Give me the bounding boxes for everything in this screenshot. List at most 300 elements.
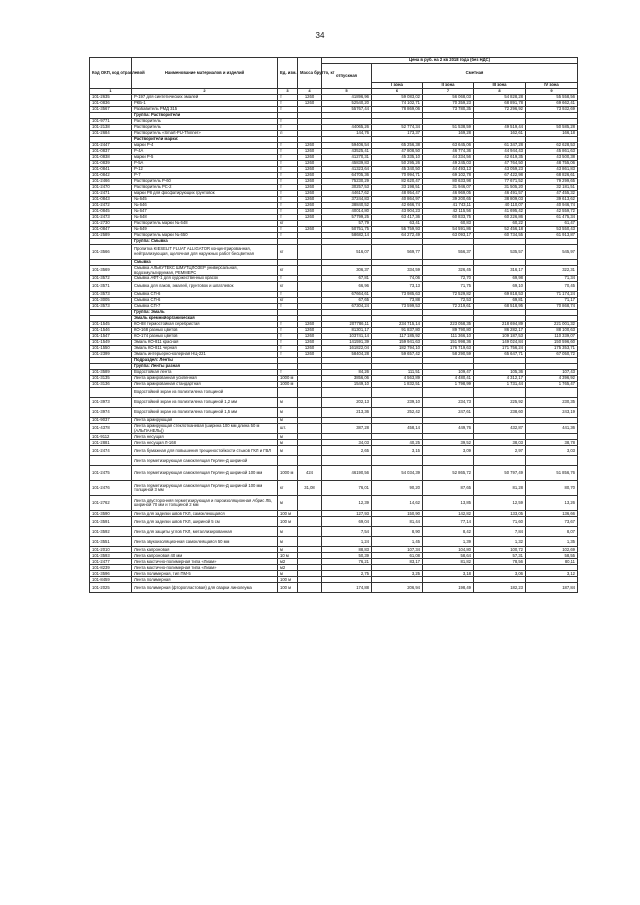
name-cell: Лента армирующая стеклотканевая (ширина 100 мм длина 50 м (АЛЬПАНЕЛЬ)) bbox=[132, 424, 278, 434]
name-cell: Лента армированная усиленная bbox=[132, 376, 278, 382]
code-cell: 101-1550 bbox=[90, 346, 132, 352]
price-release-cell: 127,93 bbox=[322, 511, 372, 517]
mass-cell: 1260 bbox=[298, 215, 322, 221]
code-cell: 101-0842 bbox=[90, 173, 132, 179]
price-zone2-cell: 1 798,99 bbox=[423, 382, 474, 388]
name-cell: Смывка СП-6 bbox=[132, 292, 278, 298]
code-cell: 101-2589 bbox=[90, 233, 132, 239]
price-zone3-cell: 69,98 bbox=[474, 276, 526, 282]
price-zone3-cell: 2,97 bbox=[474, 446, 526, 456]
unit-cell: м bbox=[278, 446, 298, 456]
code-cell: 101-3974 bbox=[90, 408, 132, 418]
index-cell: 3 bbox=[278, 89, 298, 95]
price-zone2-cell: 71,75 bbox=[423, 282, 474, 292]
price-zone1-cell: 8,90 bbox=[372, 527, 423, 537]
price-zone4-cell: 79 299,65 bbox=[526, 179, 578, 185]
price-zone1-cell: 59 657,42 bbox=[372, 352, 423, 358]
unit-cell: т bbox=[278, 370, 298, 376]
price-release-cell bbox=[322, 456, 372, 466]
name-cell: Лента герметизирующая самоклеящая Герлен-Д шириной 100 мм толщиной 3 мм bbox=[132, 481, 278, 496]
price-zone1-cell: 90,20 bbox=[372, 481, 423, 496]
name-cell: Растворитель «Smart-PU-Thinner» bbox=[132, 131, 278, 137]
unit-cell: т bbox=[278, 322, 298, 328]
price-zone2-cell: 80 633,98 bbox=[423, 179, 474, 185]
code-cell bbox=[90, 456, 132, 466]
index-cell: 5 bbox=[322, 89, 372, 95]
price-zone2-cell: 31 946,07 bbox=[423, 185, 474, 191]
unit-cell: т bbox=[278, 197, 298, 203]
unit-cell: т bbox=[278, 292, 298, 298]
table-row bbox=[90, 496, 578, 511]
price-zone4-cell bbox=[526, 456, 578, 466]
price-zone1-cell: 1 832,51 bbox=[372, 382, 423, 388]
name-cell: № 649 bbox=[132, 227, 278, 233]
unit-cell: м bbox=[278, 398, 298, 408]
price-zone4-cell: 243,19 bbox=[526, 408, 578, 418]
price-release-cell: 84,26 bbox=[322, 370, 372, 376]
name-cell: Лента двусторонняя герметизирующая и пароизоляционная Абрис ЛБ, шириной 70 мм и толщиной 2 мм bbox=[132, 496, 278, 511]
price-zone1-cell: 78 869,06 bbox=[372, 107, 423, 113]
code-cell: 101-2399 bbox=[90, 352, 132, 358]
price-zone1-cell: 111,51 bbox=[372, 370, 423, 376]
price-zone3-cell: 31 505,20 bbox=[474, 185, 526, 191]
price-zone1-cell: 74 102,71 bbox=[372, 101, 423, 107]
price-zone1-cell: 73,88 bbox=[372, 298, 423, 304]
unit-cell: т bbox=[278, 161, 298, 167]
price-zone2-cell: 326,45 bbox=[423, 266, 474, 276]
name-cell: Эмаль интерьерно-колерная НЦ-221 bbox=[132, 352, 278, 358]
unit-cell: т bbox=[278, 304, 298, 310]
price-zone2-cell: 234,73 bbox=[423, 398, 474, 408]
price-release-cell: 58682,14 bbox=[322, 233, 372, 239]
price-release-cell: 44617,62 bbox=[322, 191, 372, 197]
index-cell: 7 bbox=[423, 89, 474, 95]
unit-cell: т bbox=[278, 167, 298, 173]
price-zone2-cell: 60 833,75 bbox=[423, 215, 474, 221]
price-zone3-cell: 42 619,35 bbox=[474, 155, 526, 161]
price-release-cell: 38840,52 bbox=[322, 203, 372, 209]
price-release-cell: 2,75 bbox=[322, 571, 372, 577]
price-zone1-cell: 55 759,93 bbox=[372, 227, 423, 233]
price-zone3-cell: 50 797,49 bbox=[474, 466, 526, 481]
unit-cell: м bbox=[278, 440, 298, 446]
mass-cell: 424 bbox=[298, 466, 322, 481]
price-release-cell: 41323,64 bbox=[322, 167, 372, 173]
price-zone4-cell: 50 585,28 bbox=[526, 125, 578, 131]
price-zone1-cell bbox=[372, 456, 423, 466]
price-zone4-cell: 166,18 bbox=[526, 131, 578, 137]
header-code: Код ОКП, код отраслевой bbox=[90, 58, 132, 89]
name-cell: Растворитель марки № 650 bbox=[132, 233, 278, 239]
table-row bbox=[90, 446, 578, 456]
price-zone3-cell: 86 282,17 bbox=[474, 328, 526, 334]
price-zone2-cell: 49 245,03 bbox=[423, 161, 474, 167]
price-release-cell: 64705,36 bbox=[322, 173, 372, 179]
price-zone4-cell: 80,11 bbox=[526, 559, 578, 565]
price-zone2-cell: 72,53 bbox=[423, 298, 474, 304]
unit-cell: т bbox=[278, 346, 298, 352]
price-zone3-cell: 77 671,52 bbox=[474, 179, 526, 185]
unit-cell: т bbox=[278, 119, 298, 125]
price-zone3-cell: 67 422,98 bbox=[474, 173, 526, 179]
unit-cell: 1000 м bbox=[278, 382, 298, 388]
price-zone4-cell: 110 339,07 bbox=[526, 334, 578, 340]
price-zone4-cell: 150 596,60 bbox=[526, 340, 578, 346]
price-zone2-cell: 111 366,10 bbox=[423, 334, 474, 340]
price-zone4-cell: 69 662,41 bbox=[526, 101, 578, 107]
price-zone4-cell: 43 500,38 bbox=[526, 155, 578, 161]
price-release-cell: 45839,83 bbox=[322, 161, 372, 167]
price-zone2-cell: 449,76 bbox=[423, 424, 474, 434]
price-zone3-cell: 38 809,03 bbox=[474, 197, 526, 203]
mass-cell bbox=[298, 388, 322, 398]
price-zone4-cell: 45 861,63 bbox=[526, 149, 578, 155]
price-zone4-cell: 67 050,72 bbox=[526, 352, 578, 358]
price-zone2-cell: 44 334,56 bbox=[423, 155, 474, 161]
price-release-cell: 76,01 bbox=[322, 481, 372, 496]
price-zone2-cell bbox=[423, 456, 474, 466]
unit-cell: 100 м bbox=[278, 583, 298, 593]
mass-cell bbox=[298, 424, 322, 434]
unit-cell: т bbox=[278, 227, 298, 233]
price-zone4-cell: 47 455,32 bbox=[526, 191, 578, 197]
price-zone3-cell: 149 024,84 bbox=[474, 340, 526, 346]
price-zone3-cell: 40 110,07 bbox=[474, 203, 526, 209]
name-cell: Водостойкий экран из полиэтилена толщиной 1,5 мм bbox=[132, 408, 278, 418]
price-zone3-cell bbox=[474, 388, 526, 398]
price-zone2-cell: 51 538,59 bbox=[423, 125, 474, 131]
group-title: Группа: Смывка bbox=[132, 239, 278, 245]
price-zone2-cell bbox=[423, 388, 474, 398]
price-zone2-cell: 46 969,05 bbox=[423, 191, 474, 197]
price-release-cell: 41896,96 bbox=[322, 95, 372, 101]
price-zone1-cell: 159 941,63 bbox=[372, 340, 423, 346]
index-cell: 9 bbox=[526, 89, 578, 95]
price-zone1-cell: 73 985,63 bbox=[372, 292, 423, 298]
name-cell: Растворитель РС-2 bbox=[132, 185, 278, 191]
price-zone4-cell: 61 913,87 bbox=[526, 233, 578, 239]
code-cell bbox=[90, 388, 132, 398]
price-zone3-cell: 218 694,89 bbox=[474, 322, 526, 328]
price-zone4-cell: 58,55 bbox=[526, 553, 578, 559]
price-zone1-cell: 234 715,14 bbox=[372, 322, 423, 328]
price-release-cell: 67304,24 bbox=[322, 304, 372, 310]
price-release-cell: 88,83 bbox=[322, 547, 372, 553]
price-zone3-cell: 57,31 bbox=[474, 553, 526, 559]
price-zone1-cell: 173,37 bbox=[372, 131, 423, 137]
price-zone4-cell: 71,17 bbox=[526, 298, 578, 304]
price-zone1-cell: 74,06 bbox=[372, 276, 423, 282]
price-zone4-cell: 136,66 bbox=[526, 511, 578, 517]
price-zone4-cell: 73,67 bbox=[526, 517, 578, 527]
code-cell: 101-2730 bbox=[90, 221, 132, 227]
price-release-cell: 103741,14 bbox=[322, 334, 372, 340]
name-cell: № 645 bbox=[132, 197, 278, 203]
code-cell: 101-2138 bbox=[90, 125, 132, 131]
name-cell: Лента капроновая 40 мм bbox=[132, 553, 278, 559]
price-zone4-cell: 43 861,83 bbox=[526, 167, 578, 173]
price-release-cell: 34,03 bbox=[322, 440, 372, 446]
name-cell: Лента для заделки швов ГКЛ, самоклеющаяся bbox=[132, 511, 278, 517]
price-zone1-cell: 47 808,50 bbox=[372, 149, 423, 155]
price-zone4-cell: 73 932,69 bbox=[526, 107, 578, 113]
price-release-cell: 202,13 bbox=[322, 398, 372, 408]
price-zone3-cell: 69 818,53 bbox=[474, 292, 526, 298]
code-cell: 101-2477 bbox=[90, 559, 132, 565]
price-zone2-cell: 223 058,35 bbox=[423, 322, 474, 328]
unit-cell: т bbox=[278, 143, 298, 149]
header-price-group: Цена в руб. на 2 кв 2018 года (без НДС) bbox=[322, 58, 578, 64]
code-cell: 101-3572 bbox=[90, 276, 132, 282]
price-zone1-cell: 45 340,50 bbox=[372, 167, 423, 173]
code-cell: 101-2881 bbox=[90, 440, 132, 446]
price-zone1-cell: 569,77 bbox=[372, 245, 423, 260]
price-zone4-cell: 32 181,51 bbox=[526, 185, 578, 191]
price-zone4-cell: 71,34 bbox=[526, 276, 578, 282]
price-zone2-cell: 42 115,56 bbox=[423, 209, 474, 215]
name-cell: № 648 bbox=[132, 215, 278, 221]
name-cell: Р-197 для синтетических эмалей bbox=[132, 95, 278, 101]
price-release-cell: 12,39 bbox=[322, 496, 372, 511]
unit-cell: т bbox=[278, 209, 298, 215]
price-zone4-cell: 8,07 bbox=[526, 527, 578, 537]
mass-cell bbox=[298, 398, 322, 408]
price-release-cell: 7,54 bbox=[322, 527, 372, 537]
unit-cell: 1000 м bbox=[278, 376, 298, 382]
code-cell: 101-2684 bbox=[90, 131, 132, 137]
price-release-cell: 58404,28 bbox=[322, 352, 372, 358]
price-zone2-cell: 72 219,61 bbox=[423, 304, 474, 310]
group-title: Смывка bbox=[132, 260, 278, 266]
code-cell: 101-9037 bbox=[90, 418, 132, 424]
name-cell: Лента герметизирующая самоклеящая Герлен-Д шириной bbox=[132, 456, 278, 466]
price-zone3-cell: 69,81 bbox=[474, 298, 526, 304]
price-release-cell: 174,88 bbox=[322, 583, 372, 593]
price-release-cell bbox=[322, 388, 372, 398]
unit-cell: 100 м bbox=[278, 511, 298, 517]
price-release-cell: 57,79 bbox=[322, 221, 372, 227]
price-zone2-cell: 89 790,80 bbox=[423, 328, 474, 334]
price-release-cell: 57799,25 bbox=[322, 215, 372, 221]
mass-cell: 1260 bbox=[298, 322, 322, 328]
name-cell: Смывка СП-6 bbox=[132, 298, 278, 304]
price-zone1-cell: 3,15 bbox=[372, 446, 423, 456]
price-zone3-cell: 60,22 bbox=[474, 221, 526, 227]
code-cell: 101-3592 bbox=[90, 527, 132, 537]
price-zone2-cell: 60,83 bbox=[423, 221, 474, 227]
table-row bbox=[90, 388, 578, 398]
price-zone3-cell: 60 734,55 bbox=[474, 233, 526, 239]
table-row bbox=[90, 537, 578, 547]
price-zone4-cell: 62 628,53 bbox=[526, 143, 578, 149]
table-row bbox=[90, 517, 578, 527]
price-zone3-cell: 44 944,43 bbox=[474, 149, 526, 155]
mass-cell: 1260 bbox=[298, 352, 322, 358]
price-release-cell: 66,96 bbox=[322, 282, 372, 292]
price-zone3-cell: 225,92 bbox=[474, 398, 526, 408]
price-zone1-cell: 14,62 bbox=[372, 496, 423, 511]
price-zone1-cell: 59 083,02 bbox=[372, 95, 423, 101]
price-zone3-cell: 535,57 bbox=[474, 245, 526, 260]
name-cell: Лента полимерная (фторопластовая) для сварки линолеума bbox=[132, 583, 278, 593]
mass-cell bbox=[298, 537, 322, 547]
header-release: отпускная bbox=[322, 64, 372, 89]
price-zone1-cell: 91 837,80 bbox=[372, 328, 423, 334]
price-zone2-cell: 44 493,13 bbox=[423, 167, 474, 173]
index-cell: 4 bbox=[298, 89, 322, 95]
table-row bbox=[90, 466, 578, 481]
price-release-cell: 67664,61 bbox=[322, 292, 372, 298]
price-release-cell: 67,81 bbox=[322, 276, 372, 282]
price-zone3-cell: 4 312,17 bbox=[474, 376, 526, 382]
code-cell: 101-0847 bbox=[90, 227, 132, 233]
price-zone4-cell: 175 353,71 bbox=[526, 346, 578, 352]
unit-cell: м bbox=[278, 537, 298, 547]
price-zone2-cell: 72,70 bbox=[423, 276, 474, 282]
price-zone3-cell: 182,23 bbox=[474, 583, 526, 593]
unit-cell: т bbox=[278, 149, 298, 155]
price-release-cell: 67,65 bbox=[322, 298, 372, 304]
unit-cell: м bbox=[278, 547, 298, 553]
price-zone1-cell: 239,10 bbox=[372, 398, 423, 408]
unit-cell: т bbox=[278, 215, 298, 221]
name-cell: Водостойкий экран из полиэтилена толщиной 1,2 мм bbox=[132, 398, 278, 408]
name-cell: Лента несущая Л-168 bbox=[132, 440, 278, 446]
price-zone4-cell: 545,97 bbox=[526, 245, 578, 260]
unit-cell: т bbox=[278, 185, 298, 191]
name-cell: Водостойкая лента bbox=[132, 370, 278, 376]
price-zone1-cell: 42 666,74 bbox=[372, 203, 423, 209]
price-zone2-cell: 556,37 bbox=[423, 245, 474, 260]
price-zone2-cell: 3,09 bbox=[423, 446, 474, 456]
unit-cell: м bbox=[278, 418, 298, 424]
price-zone3-cell: 109 187,53 bbox=[474, 334, 526, 340]
mass-cell: 1260 bbox=[298, 179, 322, 185]
price-zone4-cell: 55 558,56 bbox=[526, 95, 578, 101]
code-cell: 101-2466 bbox=[90, 179, 132, 185]
mass-cell: 1260 bbox=[298, 340, 322, 346]
table-row bbox=[90, 424, 578, 434]
name-cell: Пропитка KIESELIT FLUAT ALLIGATOR концентрированная, нейтрализующая, щелочная для наружных работ бесцветная bbox=[132, 245, 278, 260]
group-title: Группа: Растворители bbox=[132, 113, 278, 119]
price-zone2-cell: 87,65 bbox=[423, 481, 474, 496]
code-cell: 101-2476 bbox=[90, 481, 132, 496]
mass-cell bbox=[298, 408, 322, 418]
price-zone2-cell: 176 719,63 bbox=[423, 346, 474, 352]
price-zone1-cell: 182 794,10 bbox=[372, 346, 423, 352]
name-cell: Лента капроновая bbox=[132, 547, 278, 553]
code-cell: 101-3590 bbox=[90, 511, 132, 517]
price-zone1-cell: 4 563,89 bbox=[372, 376, 423, 382]
header-zone-4: IV зона bbox=[526, 83, 578, 89]
price-zone2-cell: 104,80 bbox=[423, 547, 474, 553]
mass-cell: 1260 bbox=[298, 346, 322, 352]
mass-cell: 1260 bbox=[298, 328, 322, 334]
code-cell: 101-1549 bbox=[90, 340, 132, 346]
price-zone2-cell: 247,61 bbox=[423, 408, 474, 418]
unit-cell: м bbox=[278, 434, 298, 440]
code-cell: 101-0843 bbox=[90, 197, 132, 203]
index-cell: 8 bbox=[474, 89, 526, 95]
unit-cell: кг bbox=[278, 245, 298, 260]
mass-cell bbox=[298, 527, 322, 537]
unit-cell: т bbox=[278, 352, 298, 358]
name-cell: Водостойкий экран из полиэтилена толщиной bbox=[132, 388, 278, 398]
price-release-cell: 76,21 bbox=[322, 559, 372, 565]
price-zone3-cell: 162,61 bbox=[474, 131, 526, 137]
price-zone2-cell: 41 743,11 bbox=[423, 203, 474, 209]
price-zone2-cell: 8,42 bbox=[423, 527, 474, 537]
price-zone4-cell: 322,31 bbox=[526, 266, 578, 276]
code-cell: 101-1547 bbox=[90, 334, 132, 340]
price-zone2-cell: 81,82 bbox=[423, 559, 474, 565]
price-release-cell: 1549,10 bbox=[322, 382, 372, 388]
price-zone2-cell: 72 529,82 bbox=[423, 292, 474, 298]
price-zone2-cell: 151 998,36 bbox=[423, 340, 474, 346]
unit-cell: т bbox=[278, 328, 298, 334]
unit-cell: т bbox=[278, 233, 298, 239]
unit-cell: т bbox=[278, 334, 298, 340]
group-title: Растворители марки: bbox=[132, 137, 278, 143]
price-zone1-cell: 33 198,51 bbox=[372, 185, 423, 191]
price-zone3-cell: 61 347,28 bbox=[474, 143, 526, 149]
price-zone3-cell: 3,06 bbox=[474, 571, 526, 577]
price-release-cell: 69,04 bbox=[322, 517, 372, 527]
mass-cell: 1260 bbox=[298, 101, 322, 107]
price-release-cell: 2,65 bbox=[322, 446, 372, 456]
mass-cell: 1260 bbox=[298, 95, 322, 101]
price-zone2-cell: 4 480,41 bbox=[423, 376, 474, 382]
unit-cell: 1000 м bbox=[278, 466, 298, 481]
price-zone1-cell: 82 620,47 bbox=[372, 179, 423, 185]
name-cell: КО-174 разных цветов bbox=[132, 334, 278, 340]
unit-cell: т bbox=[278, 107, 298, 113]
price-release-cell: 46190,56 bbox=[322, 466, 372, 481]
price-zone2-cell: 1,39 bbox=[423, 537, 474, 547]
table-header bbox=[90, 58, 578, 95]
name-cell: № 646 bbox=[132, 203, 278, 209]
price-zone3-cell: 100,72 bbox=[474, 547, 526, 553]
table-row bbox=[90, 266, 578, 276]
code-cell: 101-2472 bbox=[90, 203, 132, 209]
mass-cell bbox=[298, 282, 322, 292]
price-release-cell: 40014,80 bbox=[322, 209, 372, 215]
name-cell: Растворитель bbox=[132, 125, 278, 131]
price-release-cell: 50,39 bbox=[322, 553, 372, 559]
price-zone1-cell: 73 599,53 bbox=[372, 304, 423, 310]
price-zone2-cell: 39 200,65 bbox=[423, 197, 474, 203]
table-row bbox=[90, 408, 578, 418]
price-zone1-cell: 117 185,92 bbox=[372, 334, 423, 340]
name-cell: Лента мастично-полимерная типа «Лиам» bbox=[132, 559, 278, 565]
price-zone1-cell: 45 335,10 bbox=[372, 155, 423, 161]
price-zone3-cell: 49 519,44 bbox=[474, 125, 526, 131]
unit-cell bbox=[278, 456, 298, 466]
name-cell: Смывка АФТ-1 для художественных красок bbox=[132, 276, 278, 282]
price-zone3-cell: 60 226,86 bbox=[474, 215, 526, 221]
price-zone3-cell: 65 647,71 bbox=[474, 352, 526, 358]
code-cell: 101-3973 bbox=[90, 398, 132, 408]
price-zone1-cell: 107,34 bbox=[372, 547, 423, 553]
price-zone1-cell: 81,44 bbox=[372, 517, 423, 527]
header-mass: Масса брутто, кг bbox=[298, 58, 322, 89]
unit-cell: т bbox=[278, 95, 298, 101]
price-zone4-cell: 88 100,63 bbox=[526, 328, 578, 334]
code-cell: 101-3567 bbox=[90, 107, 132, 113]
price-zone3-cell: 46 491,57 bbox=[474, 191, 526, 197]
price-release-cell: 3856,06 bbox=[322, 376, 372, 382]
name-cell: Р-12 bbox=[132, 167, 278, 173]
